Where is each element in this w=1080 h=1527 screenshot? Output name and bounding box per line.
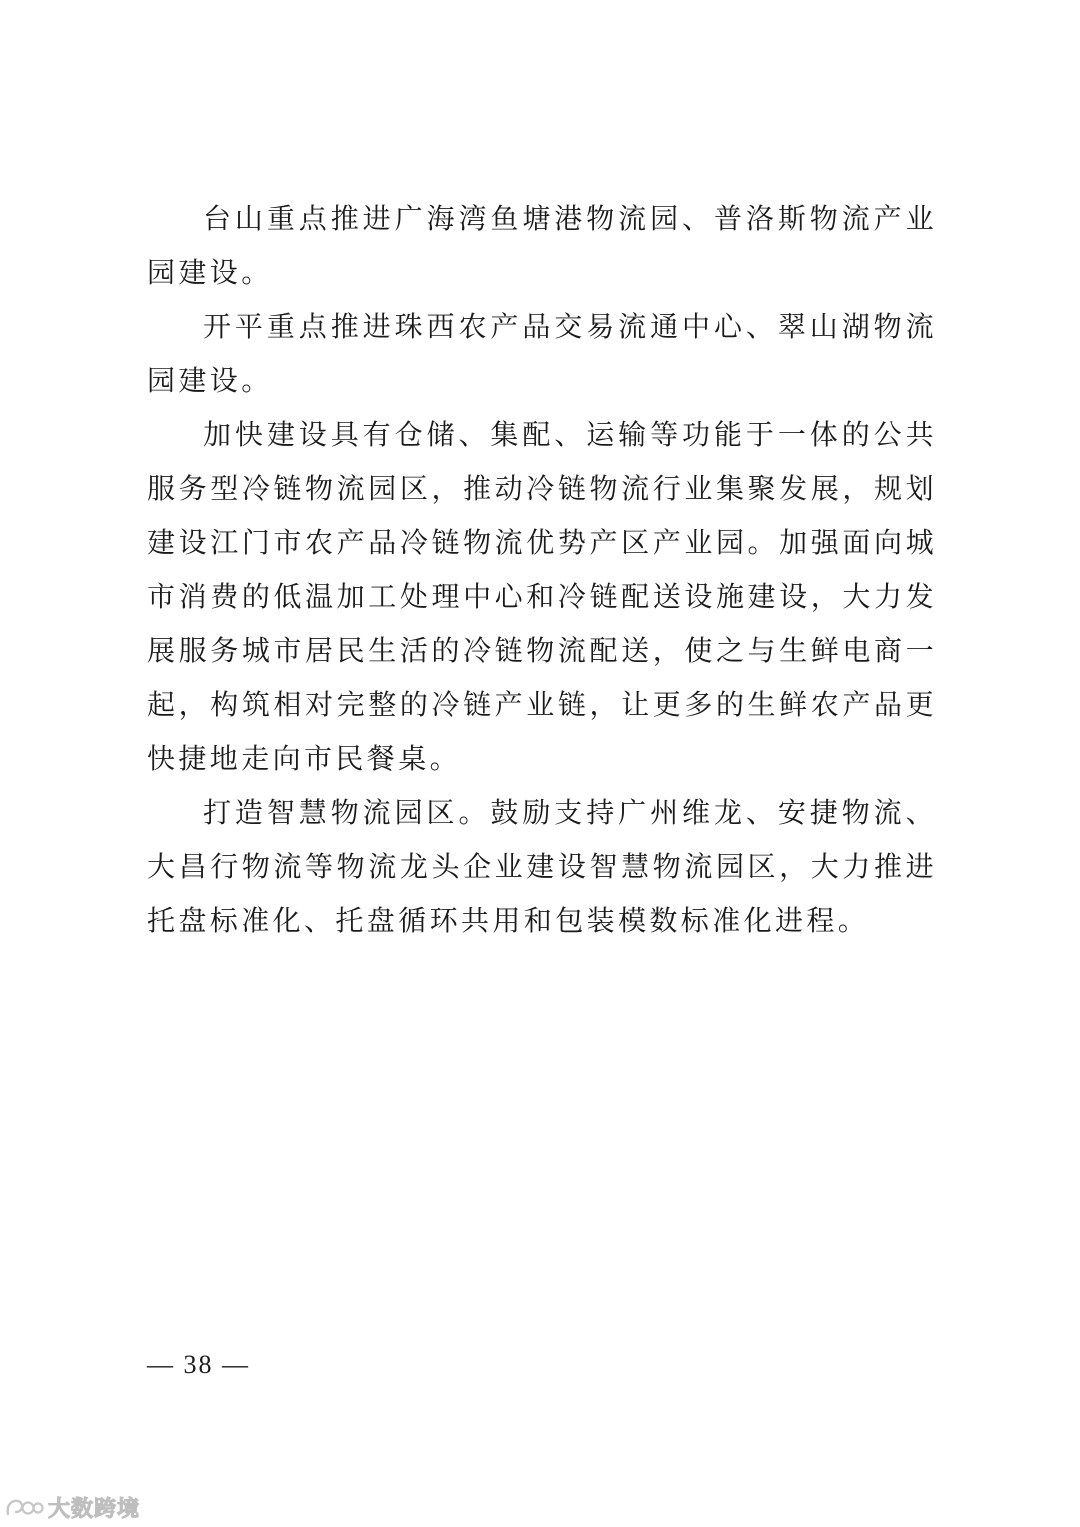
watermark-text: 大数跨境	[48, 1496, 141, 1522]
paragraph-kaiping: 开平重点推进珠西农产品交易流通中心、翠山湖物流园建设。	[147, 310, 937, 397]
watermark	[4, 1492, 140, 1522]
paragraph-smart-logistics: 打造智慧物流园区。鼓励支持广州维龙、安捷物流、大昌行物流等物流龙头企业建设智慧物流园区，大力推进托盘标准化、托盘循环共用和包装模数标准化进程。	[147, 796, 937, 937]
brand-logo-icon	[4, 1494, 44, 1520]
paragraph-cold-chain: 加快建设具有仓储、集配、运输等功能于一体的公共服务型冷链物流园区，推动冷链物流行业集聚发展，规划建设江门市农产品冷链物流优势产区产业园。加强面向城市消费的低温加工处理中心和冷链配送设施建设，大力发展服务城市居民生活的冷链物流配送，使之与生鲜电商一起，构筑相对完整的冷链产业链，让更多的生鲜农产品更快捷地走向市民餐桌。	[147, 418, 937, 775]
page-number: — 38 —	[147, 1350, 250, 1379]
paragraph-taishan: 台山重点推进广海湾鱼塘港物流园、普洛斯物流产业园建设。	[147, 202, 937, 289]
document-body	[147, 192, 937, 948]
